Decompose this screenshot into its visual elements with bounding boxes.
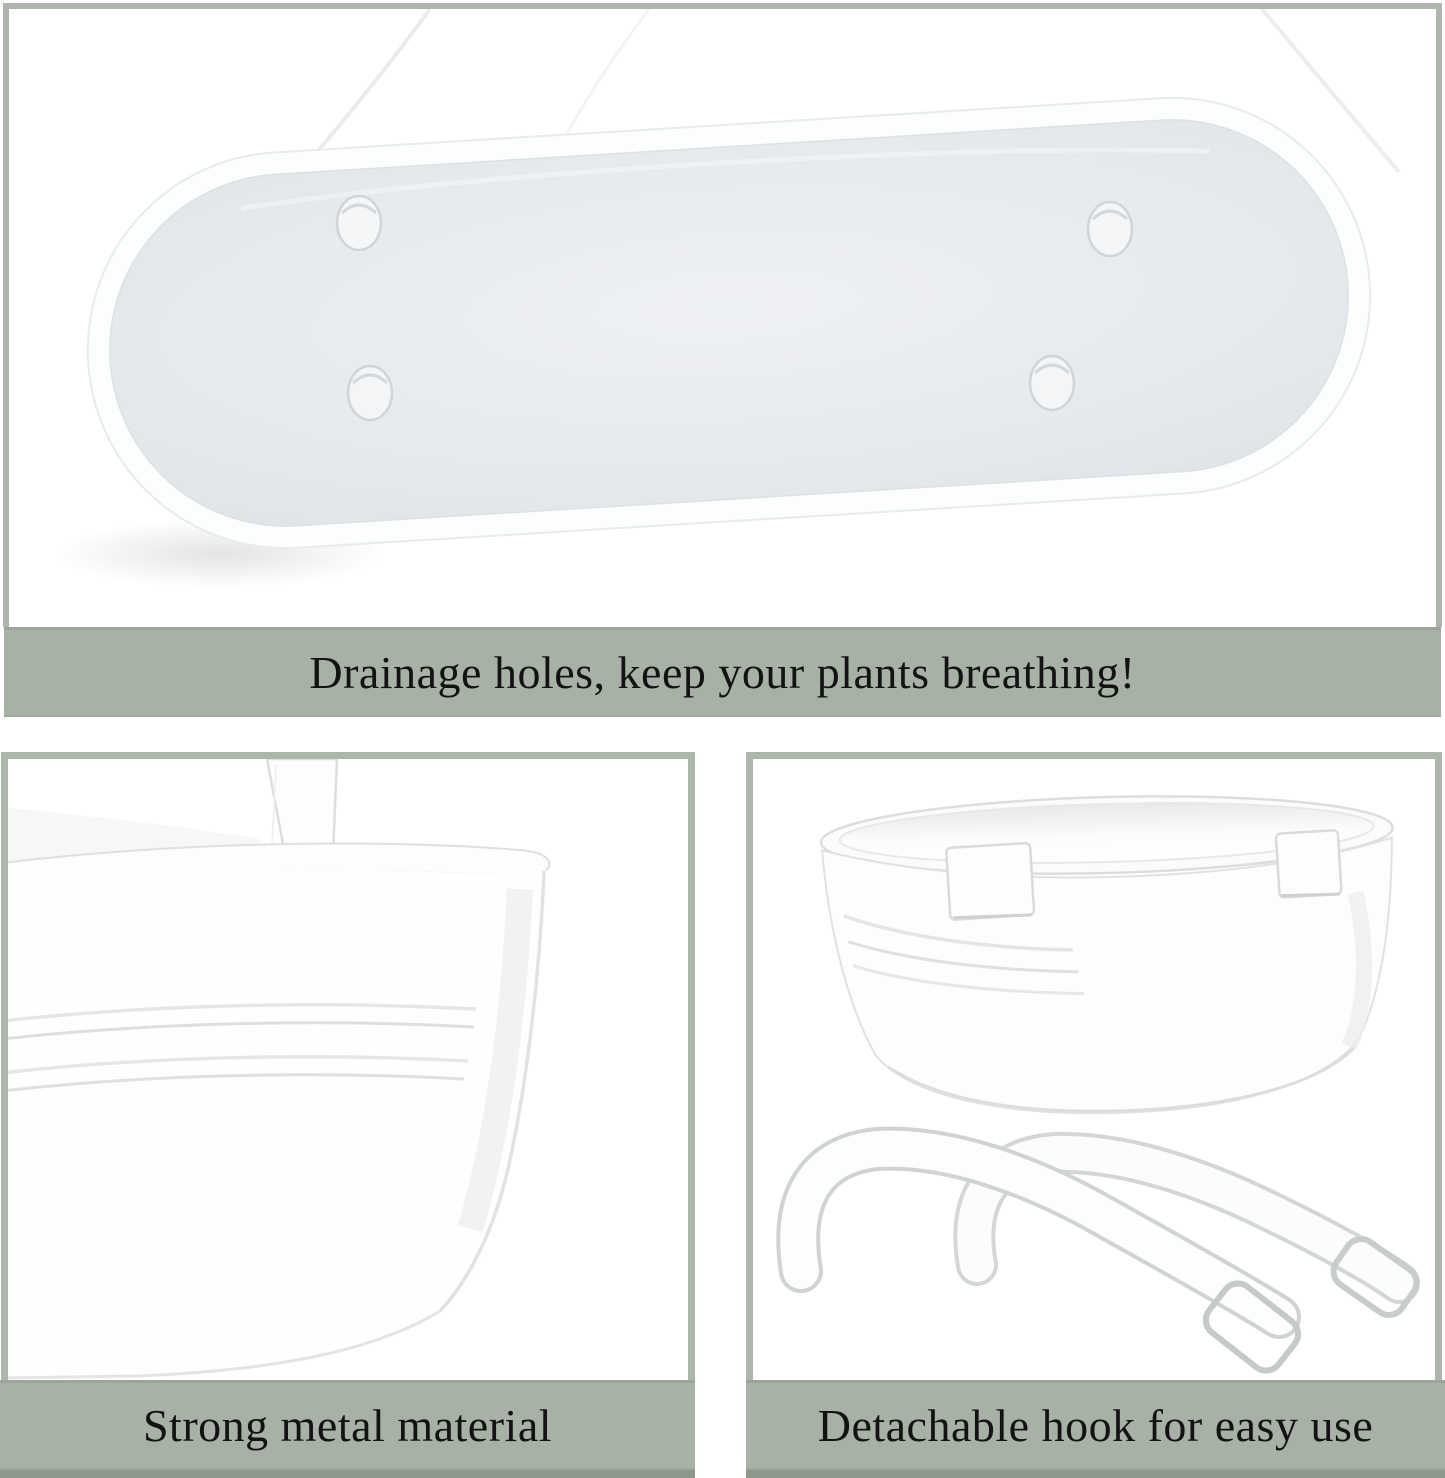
photo-panel-detachable-hook [746,752,1442,1380]
caption-band-bottom-left [0,1380,695,1478]
product-photo-planter-bottom [9,9,1436,627]
caption-text-hook: Detachable hook for easy use [817,1399,1374,1451]
product-photo-planter-and-hooks [753,759,1435,1380]
drainage-hole [348,366,392,420]
photo-panel-metal-material [1,752,695,1380]
drainage-hole [1088,202,1132,256]
caption-band-top [4,627,1441,717]
caption-band-bottom-right [746,1380,1445,1478]
caption-text-drainage: Drainage holes, keep your plants breathing! [309,646,1136,698]
rim-bracket [1276,830,1342,898]
planter-bottom-face [76,86,1382,560]
photo-panel-drainage-holes [3,3,1442,627]
product-photo-bucket-closeup [8,759,688,1380]
caption-text-metal: Strong metal material [142,1399,553,1451]
drainage-hole [1030,356,1074,410]
rim-bracket [946,843,1034,920]
oval-planter [820,790,1400,1121]
drainage-hole [337,196,381,250]
